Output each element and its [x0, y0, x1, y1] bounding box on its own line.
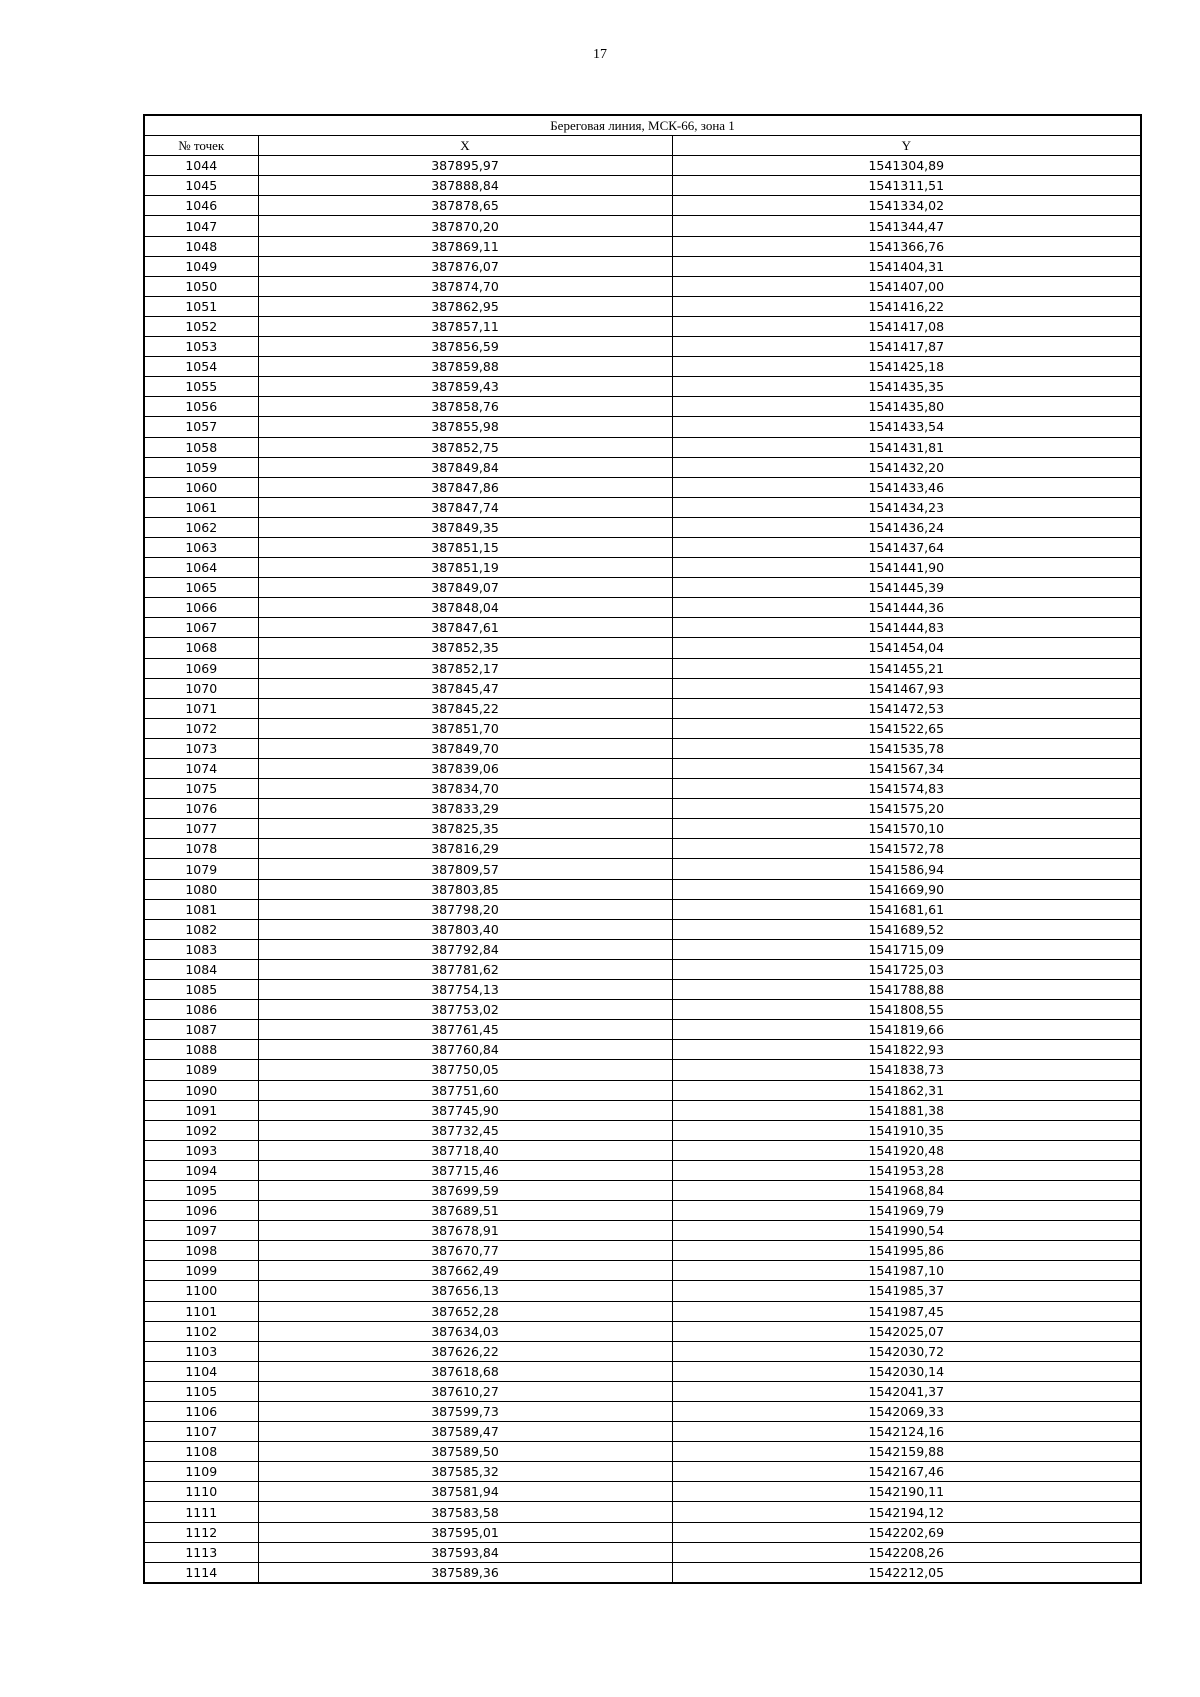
table-title-row [144, 115, 1141, 136]
point-number-cell: 1064 [144, 558, 258, 578]
x-coordinate-cell: 387652,28 [258, 1301, 672, 1321]
point-number-cell: 1077 [144, 819, 258, 839]
table-row [144, 1281, 1141, 1301]
point-number-cell: 1096 [144, 1201, 258, 1221]
x-coordinate-cell: 387816,29 [258, 839, 672, 859]
y-coordinate-cell: 1541311,51 [672, 176, 1141, 196]
y-coordinate-cell: 1541444,36 [672, 598, 1141, 618]
point-number-cell: 1095 [144, 1180, 258, 1200]
x-coordinate-cell: 387754,13 [258, 980, 672, 1000]
y-coordinate-cell: 1541522,65 [672, 718, 1141, 738]
x-coordinate-cell: 387852,17 [258, 658, 672, 678]
x-coordinate-cell: 387699,59 [258, 1180, 672, 1200]
table-row [144, 1180, 1141, 1200]
point-number-cell: 1050 [144, 276, 258, 296]
point-number-cell: 1062 [144, 517, 258, 537]
y-coordinate-cell: 1542202,69 [672, 1522, 1141, 1542]
y-coordinate-cell: 1541445,39 [672, 578, 1141, 598]
point-number-cell: 1056 [144, 397, 258, 417]
x-coordinate-cell: 387895,97 [258, 156, 672, 176]
y-coordinate-cell: 1541404,31 [672, 256, 1141, 276]
point-number-cell: 1052 [144, 316, 258, 336]
point-number-cell: 1044 [144, 156, 258, 176]
table-row [144, 598, 1141, 618]
table-title: Береговая линия, МСК-66, зона 1 [144, 115, 1141, 136]
x-coordinate-cell: 387874,70 [258, 276, 672, 296]
table-row [144, 1080, 1141, 1100]
point-number-cell: 1048 [144, 236, 258, 256]
x-coordinate-cell: 387809,57 [258, 859, 672, 879]
x-coordinate-cell: 387888,84 [258, 176, 672, 196]
point-number-cell: 1108 [144, 1442, 258, 1462]
x-coordinate-cell: 387851,15 [258, 537, 672, 557]
point-number-cell: 1071 [144, 698, 258, 718]
point-number-cell: 1082 [144, 919, 258, 939]
point-number-cell: 1053 [144, 337, 258, 357]
y-coordinate-cell: 1541434,23 [672, 497, 1141, 517]
y-coordinate-cell: 1541910,35 [672, 1120, 1141, 1140]
point-number-cell: 1076 [144, 799, 258, 819]
table-row [144, 196, 1141, 216]
y-coordinate-cell: 1541435,80 [672, 397, 1141, 417]
table-row [144, 377, 1141, 397]
point-number-cell: 1058 [144, 437, 258, 457]
x-coordinate-cell: 387656,13 [258, 1281, 672, 1301]
x-coordinate-cell: 387662,49 [258, 1261, 672, 1281]
table-row [144, 276, 1141, 296]
y-coordinate-cell: 1541574,83 [672, 779, 1141, 799]
table-row [144, 1341, 1141, 1361]
y-coordinate-cell: 1541436,24 [672, 517, 1141, 537]
y-coordinate-cell: 1541808,55 [672, 1000, 1141, 1020]
y-coordinate-cell: 1541417,08 [672, 316, 1141, 336]
point-number-cell: 1060 [144, 477, 258, 497]
x-coordinate-cell: 387798,20 [258, 899, 672, 919]
point-number-cell: 1087 [144, 1020, 258, 1040]
y-coordinate-cell: 1541441,90 [672, 558, 1141, 578]
table-row [144, 417, 1141, 437]
x-coordinate-cell: 387845,47 [258, 678, 672, 698]
x-coordinate-cell: 387859,88 [258, 357, 672, 377]
y-coordinate-cell: 1541788,88 [672, 980, 1141, 1000]
table-row [144, 578, 1141, 598]
table-row [144, 959, 1141, 979]
table-row [144, 296, 1141, 316]
point-number-cell: 1078 [144, 839, 258, 859]
table-row [144, 558, 1141, 578]
x-coordinate-cell: 387595,01 [258, 1522, 672, 1542]
table-row [144, 1221, 1141, 1241]
y-coordinate-cell: 1541433,54 [672, 417, 1141, 437]
table-row [144, 316, 1141, 336]
x-coordinate-cell: 387876,07 [258, 256, 672, 276]
x-coordinate-cell: 387670,77 [258, 1241, 672, 1261]
y-coordinate-cell: 1541344,47 [672, 216, 1141, 236]
x-coordinate-cell: 387847,61 [258, 618, 672, 638]
table-row [144, 1261, 1141, 1281]
y-coordinate-cell: 1541881,38 [672, 1100, 1141, 1120]
table-row [144, 879, 1141, 899]
y-coordinate-cell: 1541334,02 [672, 196, 1141, 216]
point-number-cell: 1079 [144, 859, 258, 879]
x-coordinate-cell: 387781,62 [258, 959, 672, 979]
point-number-cell: 1090 [144, 1080, 258, 1100]
point-number-cell: 1109 [144, 1462, 258, 1482]
x-coordinate-cell: 387869,11 [258, 236, 672, 256]
x-coordinate-cell: 387849,84 [258, 457, 672, 477]
x-coordinate-cell: 387583,58 [258, 1502, 672, 1522]
point-number-cell: 1094 [144, 1160, 258, 1180]
y-coordinate-cell: 1542069,33 [672, 1402, 1141, 1422]
y-coordinate-cell: 1541669,90 [672, 879, 1141, 899]
y-coordinate-cell: 1541567,34 [672, 759, 1141, 779]
y-coordinate-cell: 1541433,46 [672, 477, 1141, 497]
point-number-cell: 1110 [144, 1482, 258, 1502]
table-row [144, 618, 1141, 638]
x-coordinate-cell: 387792,84 [258, 939, 672, 959]
y-coordinate-cell: 1541985,37 [672, 1281, 1141, 1301]
table-row [144, 1442, 1141, 1462]
point-number-cell: 1045 [144, 176, 258, 196]
x-coordinate-cell: 387834,70 [258, 779, 672, 799]
y-coordinate-cell: 1541570,10 [672, 819, 1141, 839]
table-row [144, 859, 1141, 879]
point-number-cell: 1100 [144, 1281, 258, 1301]
y-coordinate-cell: 1541987,45 [672, 1301, 1141, 1321]
point-number-cell: 1088 [144, 1040, 258, 1060]
point-number-cell: 1101 [144, 1301, 258, 1321]
point-number-cell: 1072 [144, 718, 258, 738]
table-row [144, 437, 1141, 457]
point-number-cell: 1083 [144, 939, 258, 959]
point-number-cell: 1065 [144, 578, 258, 598]
point-number-cell: 1111 [144, 1502, 258, 1522]
table-row [144, 1000, 1141, 1020]
point-number-cell: 1112 [144, 1522, 258, 1542]
x-coordinate-cell: 387689,51 [258, 1201, 672, 1221]
y-coordinate-cell: 1541969,79 [672, 1201, 1141, 1221]
table-row [144, 1422, 1141, 1442]
point-number-cell: 1106 [144, 1402, 258, 1422]
point-number-cell: 1049 [144, 256, 258, 276]
table-row [144, 1201, 1141, 1221]
x-coordinate-cell: 387851,70 [258, 718, 672, 738]
x-coordinate-cell: 387751,60 [258, 1080, 672, 1100]
y-coordinate-cell: 1542159,88 [672, 1442, 1141, 1462]
y-coordinate-cell: 1542167,46 [672, 1462, 1141, 1482]
x-coordinate-cell: 387859,43 [258, 377, 672, 397]
table-row [144, 1040, 1141, 1060]
point-number-cell: 1098 [144, 1241, 258, 1261]
x-coordinate-cell: 387862,95 [258, 296, 672, 316]
y-coordinate-cell: 1541417,87 [672, 337, 1141, 357]
y-coordinate-cell: 1541455,21 [672, 658, 1141, 678]
y-coordinate-cell: 1542030,72 [672, 1341, 1141, 1361]
table-row [144, 839, 1141, 859]
table-row [144, 497, 1141, 517]
x-coordinate-cell: 387718,40 [258, 1140, 672, 1160]
y-coordinate-cell: 1541990,54 [672, 1221, 1141, 1241]
table-row [144, 939, 1141, 959]
y-coordinate-cell: 1541953,28 [672, 1160, 1141, 1180]
x-coordinate-cell: 387855,98 [258, 417, 672, 437]
x-coordinate-cell: 387870,20 [258, 216, 672, 236]
x-coordinate-cell: 387761,45 [258, 1020, 672, 1040]
y-coordinate-cell: 1541715,09 [672, 939, 1141, 959]
x-coordinate-cell: 387849,07 [258, 578, 672, 598]
y-coordinate-cell: 1541920,48 [672, 1140, 1141, 1160]
y-coordinate-cell: 1541472,53 [672, 698, 1141, 718]
point-number-cell: 1114 [144, 1562, 258, 1583]
x-coordinate-cell: 387857,11 [258, 316, 672, 336]
table-row [144, 1020, 1141, 1040]
x-coordinate-cell: 387618,68 [258, 1361, 672, 1381]
y-coordinate-cell: 1541435,35 [672, 377, 1141, 397]
table-row [144, 1140, 1141, 1160]
y-coordinate-cell: 1541366,76 [672, 236, 1141, 256]
x-coordinate-cell: 387634,03 [258, 1321, 672, 1341]
y-coordinate-cell: 1541425,18 [672, 357, 1141, 377]
x-coordinate-cell: 387851,19 [258, 558, 672, 578]
y-coordinate-cell: 1541987,10 [672, 1261, 1141, 1281]
point-number-cell: 1081 [144, 899, 258, 919]
y-coordinate-cell: 1542194,12 [672, 1502, 1141, 1522]
x-coordinate-cell: 387589,36 [258, 1562, 672, 1583]
x-coordinate-cell: 387626,22 [258, 1341, 672, 1361]
table-row [144, 658, 1141, 678]
x-coordinate-cell: 387845,22 [258, 698, 672, 718]
x-coordinate-cell: 387852,35 [258, 638, 672, 658]
table-row [144, 1160, 1141, 1180]
table-row [144, 738, 1141, 758]
table-row [144, 1321, 1141, 1341]
x-coordinate-cell: 387745,90 [258, 1100, 672, 1120]
y-coordinate-cell: 1541968,84 [672, 1180, 1141, 1200]
table-row [144, 1301, 1141, 1321]
y-coordinate-cell: 1541689,52 [672, 919, 1141, 939]
table-row [144, 678, 1141, 698]
table-row [144, 899, 1141, 919]
x-coordinate-cell: 387848,04 [258, 598, 672, 618]
table-row [144, 537, 1141, 557]
table-row [144, 819, 1141, 839]
y-coordinate-cell: 1541995,86 [672, 1241, 1141, 1261]
table-row [144, 337, 1141, 357]
point-number-cell: 1054 [144, 357, 258, 377]
x-coordinate-cell: 387732,45 [258, 1120, 672, 1140]
y-coordinate-cell: 1541535,78 [672, 738, 1141, 758]
y-coordinate-cell: 1541586,94 [672, 859, 1141, 879]
point-number-cell: 1086 [144, 1000, 258, 1020]
point-number-cell: 1092 [144, 1120, 258, 1140]
y-coordinate-cell: 1541838,73 [672, 1060, 1141, 1080]
point-number-cell: 1063 [144, 537, 258, 557]
table-row [144, 638, 1141, 658]
y-coordinate-cell: 1541454,04 [672, 638, 1141, 658]
x-coordinate-cell: 387803,85 [258, 879, 672, 899]
column-header-y: Y [672, 136, 1141, 156]
point-number-cell: 1046 [144, 196, 258, 216]
point-number-cell: 1068 [144, 638, 258, 658]
table-header-row [144, 136, 1141, 156]
table-row [144, 1482, 1141, 1502]
x-coordinate-cell: 387610,27 [258, 1381, 672, 1401]
y-coordinate-cell: 1541862,31 [672, 1080, 1141, 1100]
point-number-cell: 1103 [144, 1341, 258, 1361]
y-coordinate-cell: 1542208,26 [672, 1542, 1141, 1562]
point-number-cell: 1105 [144, 1381, 258, 1401]
y-coordinate-cell: 1541304,89 [672, 156, 1141, 176]
y-coordinate-cell: 1542212,05 [672, 1562, 1141, 1583]
y-coordinate-cell: 1541432,20 [672, 457, 1141, 477]
table-row [144, 799, 1141, 819]
table-row [144, 1361, 1141, 1381]
point-number-cell: 1055 [144, 377, 258, 397]
x-coordinate-cell: 387847,74 [258, 497, 672, 517]
point-number-cell: 1075 [144, 779, 258, 799]
point-number-cell: 1059 [144, 457, 258, 477]
y-coordinate-cell: 1541467,93 [672, 678, 1141, 698]
point-number-cell: 1067 [144, 618, 258, 638]
column-header-x: X [258, 136, 672, 156]
table-row [144, 1542, 1141, 1562]
point-number-cell: 1093 [144, 1140, 258, 1160]
point-number-cell: 1047 [144, 216, 258, 236]
point-number-cell: 1107 [144, 1422, 258, 1442]
point-number-cell: 1104 [144, 1361, 258, 1381]
x-coordinate-cell: 387839,06 [258, 759, 672, 779]
table-row [144, 1381, 1141, 1401]
table-row [144, 1120, 1141, 1140]
x-coordinate-cell: 387847,86 [258, 477, 672, 497]
table-row [144, 1402, 1141, 1422]
point-number-cell: 1051 [144, 296, 258, 316]
y-coordinate-cell: 1541416,22 [672, 296, 1141, 316]
point-number-cell: 1085 [144, 980, 258, 1000]
x-coordinate-cell: 387753,02 [258, 1000, 672, 1020]
coordinates-table [143, 114, 1142, 1584]
y-coordinate-cell: 1542025,07 [672, 1321, 1141, 1341]
table-row [144, 1241, 1141, 1261]
table-row [144, 718, 1141, 738]
point-number-cell: 1073 [144, 738, 258, 758]
table-body [144, 156, 1141, 1583]
y-coordinate-cell: 1541819,66 [672, 1020, 1141, 1040]
table-row [144, 517, 1141, 537]
table-row [144, 457, 1141, 477]
table-row [144, 759, 1141, 779]
y-coordinate-cell: 1542190,11 [672, 1482, 1141, 1502]
point-number-cell: 1080 [144, 879, 258, 899]
x-coordinate-cell: 387599,73 [258, 1402, 672, 1422]
x-coordinate-cell: 387589,50 [258, 1442, 672, 1462]
point-number-cell: 1084 [144, 959, 258, 979]
table-row [144, 1502, 1141, 1522]
table-row [144, 216, 1141, 236]
table-row [144, 176, 1141, 196]
point-number-cell: 1066 [144, 598, 258, 618]
x-coordinate-cell: 387581,94 [258, 1482, 672, 1502]
y-coordinate-cell: 1541575,20 [672, 799, 1141, 819]
table-row [144, 779, 1141, 799]
point-number-cell: 1061 [144, 497, 258, 517]
table-row [144, 357, 1141, 377]
y-coordinate-cell: 1541725,03 [672, 959, 1141, 979]
y-coordinate-cell: 1541822,93 [672, 1040, 1141, 1060]
y-coordinate-cell: 1541437,64 [672, 537, 1141, 557]
page-number: 17 [593, 47, 607, 62]
table-row [144, 1562, 1141, 1583]
table-row [144, 236, 1141, 256]
x-coordinate-cell: 387878,65 [258, 196, 672, 216]
x-coordinate-cell: 387585,32 [258, 1462, 672, 1482]
point-number-cell: 1070 [144, 678, 258, 698]
y-coordinate-cell: 1542124,16 [672, 1422, 1141, 1442]
point-number-cell: 1091 [144, 1100, 258, 1120]
point-number-cell: 1089 [144, 1060, 258, 1080]
y-coordinate-cell: 1542030,14 [672, 1361, 1141, 1381]
table-row [144, 156, 1141, 176]
point-number-cell: 1074 [144, 759, 258, 779]
y-coordinate-cell: 1541681,61 [672, 899, 1141, 919]
table-row [144, 1522, 1141, 1542]
table-row [144, 698, 1141, 718]
x-coordinate-cell: 387760,84 [258, 1040, 672, 1060]
y-coordinate-cell: 1541407,00 [672, 276, 1141, 296]
x-coordinate-cell: 387833,29 [258, 799, 672, 819]
point-number-cell: 1099 [144, 1261, 258, 1281]
point-number-cell: 1102 [144, 1321, 258, 1341]
x-coordinate-cell: 387856,59 [258, 337, 672, 357]
table-row [144, 919, 1141, 939]
x-coordinate-cell: 387803,40 [258, 919, 672, 939]
table-row [144, 1462, 1141, 1482]
x-coordinate-cell: 387589,47 [258, 1422, 672, 1442]
y-coordinate-cell: 1541444,83 [672, 618, 1141, 638]
x-coordinate-cell: 387849,35 [258, 517, 672, 537]
point-number-cell: 1097 [144, 1221, 258, 1241]
table-row [144, 1060, 1141, 1080]
y-coordinate-cell: 1541572,78 [672, 839, 1141, 859]
x-coordinate-cell: 387849,70 [258, 738, 672, 758]
table-row [144, 1100, 1141, 1120]
x-coordinate-cell: 387715,46 [258, 1160, 672, 1180]
x-coordinate-cell: 387678,91 [258, 1221, 672, 1241]
y-coordinate-cell: 1542041,37 [672, 1381, 1141, 1401]
point-number-cell: 1069 [144, 658, 258, 678]
table-row [144, 397, 1141, 417]
x-coordinate-cell: 387858,76 [258, 397, 672, 417]
table-row [144, 980, 1141, 1000]
x-coordinate-cell: 387593,84 [258, 1542, 672, 1562]
table-row [144, 477, 1141, 497]
point-number-cell: 1057 [144, 417, 258, 437]
y-coordinate-cell: 1541431,81 [672, 437, 1141, 457]
x-coordinate-cell: 387750,05 [258, 1060, 672, 1080]
table-row [144, 256, 1141, 276]
x-coordinate-cell: 387852,75 [258, 437, 672, 457]
column-header-point-number: № точек [144, 136, 258, 156]
x-coordinate-cell: 387825,35 [258, 819, 672, 839]
point-number-cell: 1113 [144, 1542, 258, 1562]
